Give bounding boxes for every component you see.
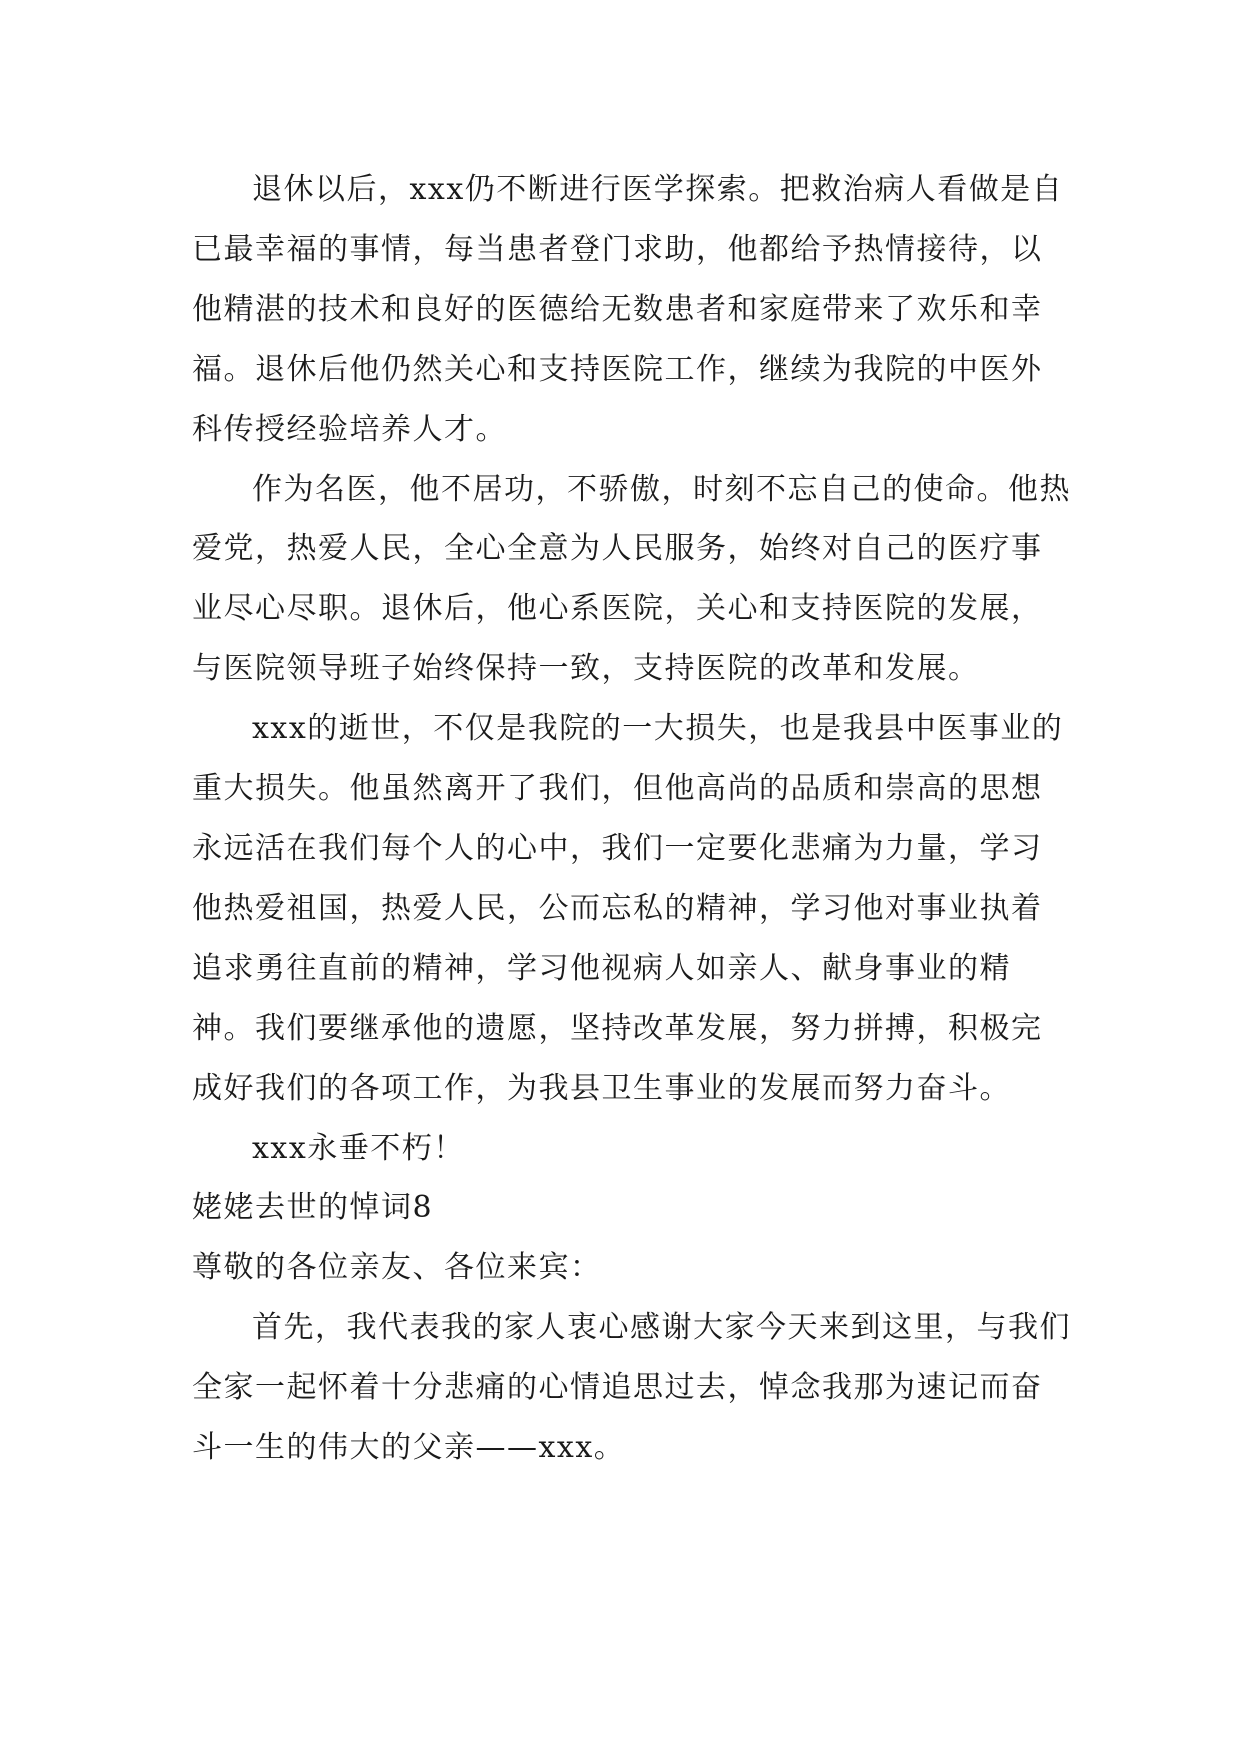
- paragraph-thanks: 首先，我代表我的家人衷心感谢大家今天来到这里，与我们全家一起怀着十分悲痛的心情追思过去，悼念我那为速记而奋斗一生的伟大的父亲——xxx。: [192, 1310, 1071, 1466]
- paragraph-immortal: xxx永垂不朽！: [252, 1130, 465, 1166]
- salutation: 尊敬的各位亲友、各位来宾：: [192, 1250, 602, 1286]
- paragraph-retirement: 退休以后，xxx仍不断进行医学探索。把救治病人看做是自已最幸福的事情，每当患者登门求助，他都给予热情接待，以他精湛的技术和良好的医德给无数患者和家庭带来了欢乐和幸福。退休后他仍然关心和支持医院工作，继续为我院的中医外科传授经验培养人才。: [192, 172, 1064, 447]
- document-body: [192, 160, 1072, 1478]
- paragraph-passing: xxx的逝世，不仅是我院的一大损失，也是我县中医事业的重大损失。他虽然离开了我们，但他高尚的品质和崇高的思想永远活在我们每个人的心中，我们一定要化悲痛为力量，学习他热爱祖国，热爱人民，公而忘私的精神，学习他对事业执着追求勇往直前的精神，学习他视病人如亲人、献身事业的精神。我们要继承他的遗愿，坚持改革发展，努力拼搏，积极完成好我们的各项工作，为我县卫生事业的发展而努力奋斗。: [192, 711, 1064, 1106]
- section-title: 姥姥去世的悼词8: [192, 1190, 434, 1226]
- paragraph-famous-doctor: 作为名医，他不居功，不骄傲，时刻不忘自己的使命。他热爱党，热爱人民，全心全意为人民服务，始终对自己的医疗事业尽心尽职。退休后，他心系医院，关心和支持医院的发展，与医院领导班子始终保持一致，支持医院的改革和发展。: [192, 471, 1071, 687]
